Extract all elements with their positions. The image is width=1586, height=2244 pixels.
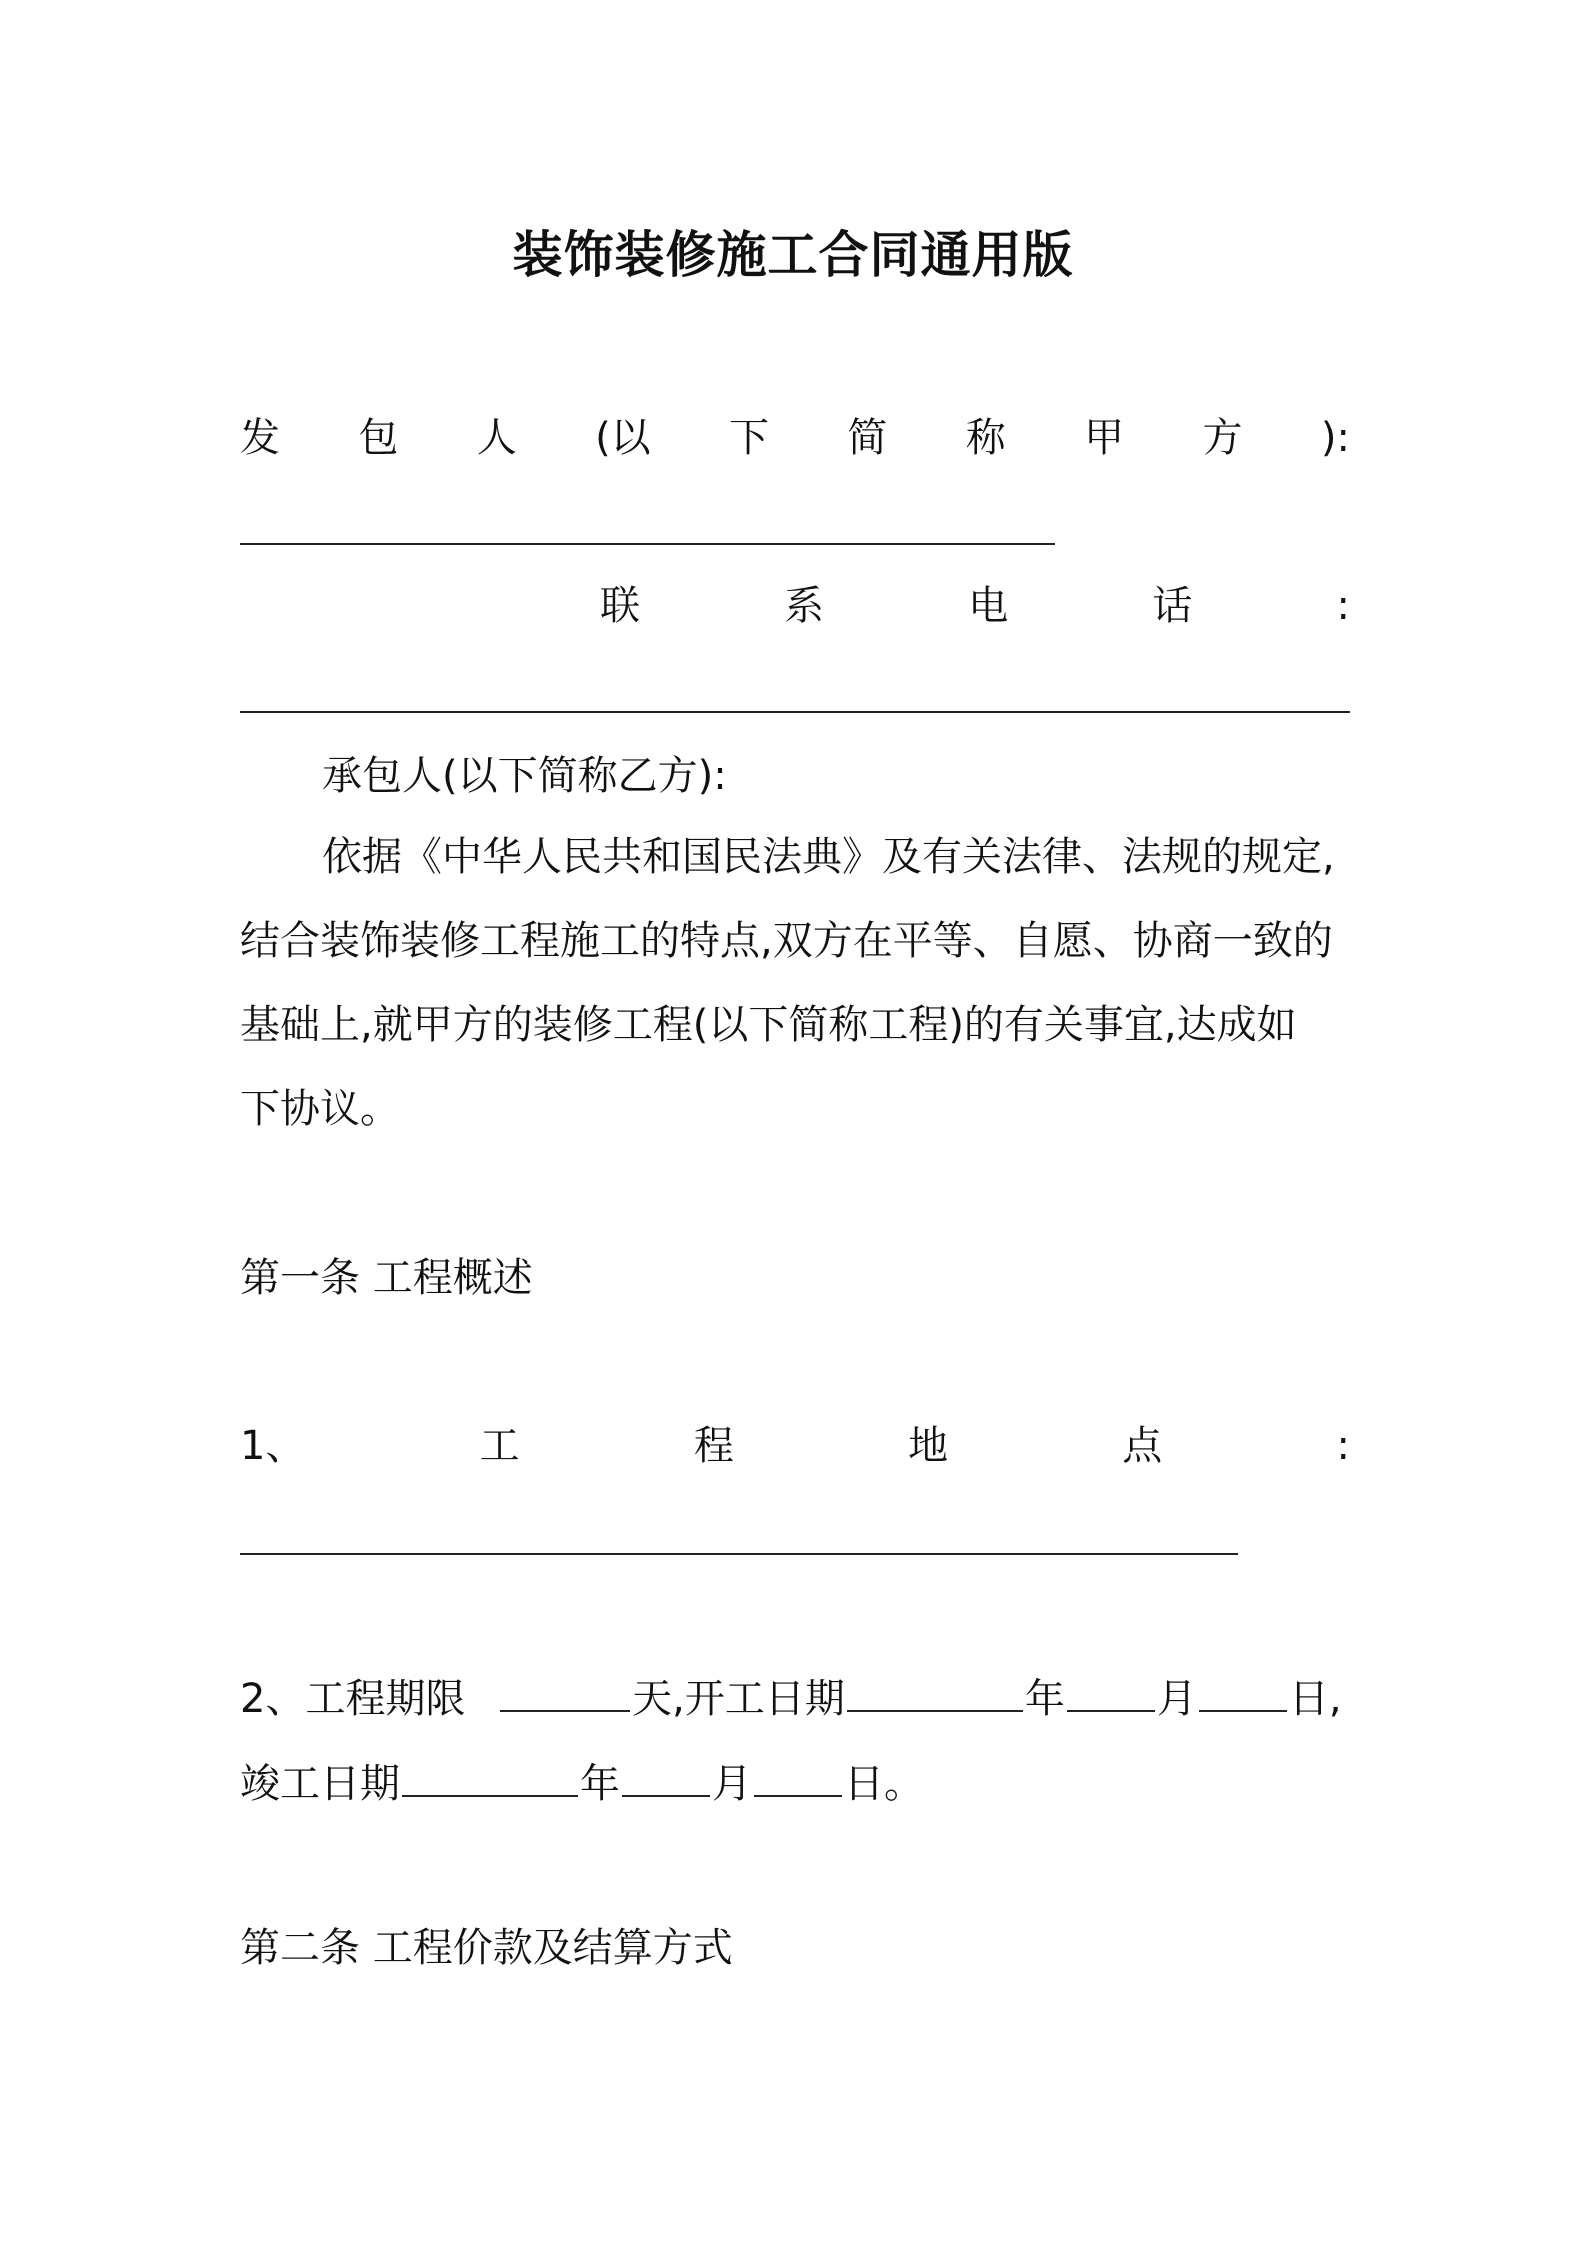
end-month-label: 月 xyxy=(712,1761,752,1807)
start-year-blank xyxy=(847,1670,1023,1712)
party-a-char: 人 xyxy=(476,415,517,461)
party-b-label: 承包人(以下简称乙方): xyxy=(322,753,727,799)
project-location-blank xyxy=(240,1553,1238,1555)
start-day-label: 日, xyxy=(1288,1676,1342,1722)
party-a-char: 发 xyxy=(240,415,280,461)
party-a-char: 简 xyxy=(847,415,888,461)
party-a-char: (以 xyxy=(595,415,651,461)
party-a-char: 下 xyxy=(729,415,770,461)
phone-char: 联 xyxy=(600,583,640,629)
item-1-label xyxy=(240,1418,1350,1474)
intro-line: 下协议。 xyxy=(240,1086,400,1132)
end-year-label: 年 xyxy=(580,1761,620,1807)
intro-line: 基础上,就甲方的装修工程(以下简称工程)的有关事宜,达成如 xyxy=(240,1002,1297,1048)
article-1-heading: 第一条 工程概述 xyxy=(240,1255,533,1301)
intro-line: 依据《中华人民共和国民法典》及有关法律、法规的规定, xyxy=(322,834,1335,880)
party-a-char: 甲 xyxy=(1084,415,1125,461)
item-1-char: 点 xyxy=(1122,1423,1163,1469)
end-year-blank xyxy=(402,1755,578,1797)
item-2-line-1 xyxy=(240,1670,1360,1727)
days-blank xyxy=(500,1670,630,1712)
phone-label xyxy=(600,578,1350,634)
phone-blank xyxy=(240,711,1350,713)
start-month-blank xyxy=(1067,1670,1155,1712)
party-a-blank xyxy=(240,543,1055,545)
party-a-char: 包 xyxy=(358,415,399,461)
phone-char: 系 xyxy=(784,583,825,629)
party-a-char: ): xyxy=(1320,415,1350,461)
days-label: 天,开工日期 xyxy=(632,1676,845,1722)
party-a-label xyxy=(240,410,1350,466)
phone-char: 电 xyxy=(968,583,1009,629)
article-2-heading: 第二条 工程价款及结算方式 xyxy=(240,1925,733,1971)
party-a-char: 方 xyxy=(1202,415,1243,461)
item-1-char: 程 xyxy=(693,1423,734,1469)
start-year-label: 年 xyxy=(1024,1676,1065,1722)
intro-line: 结合装饰装修工程施工的特点,双方在平等、自愿、协商一致的 xyxy=(240,918,1333,964)
phone-char: : xyxy=(1336,583,1350,629)
item-1-char: : xyxy=(1336,1423,1350,1469)
item-2-prefix: 2、工程期限 xyxy=(240,1676,466,1722)
party-a-char: 称 xyxy=(965,415,1006,461)
item-2-line-2 xyxy=(240,1755,1360,1812)
item-1-char: 地 xyxy=(908,1423,949,1469)
completion-prefix: 竣工日期 xyxy=(240,1761,400,1807)
start-month-label: 月 xyxy=(1156,1676,1197,1722)
phone-char: 话 xyxy=(1152,583,1193,629)
end-month-blank xyxy=(622,1755,710,1797)
intro-paragraph xyxy=(240,815,1360,1151)
item-1-char: 工 xyxy=(479,1423,520,1469)
end-day-blank xyxy=(754,1755,842,1797)
item-1-char: 1、 xyxy=(240,1423,306,1469)
start-day-blank xyxy=(1199,1670,1287,1712)
document-title: 装饰装修施工合同通用版 xyxy=(512,226,1074,284)
end-day-label: 日。 xyxy=(844,1761,924,1807)
